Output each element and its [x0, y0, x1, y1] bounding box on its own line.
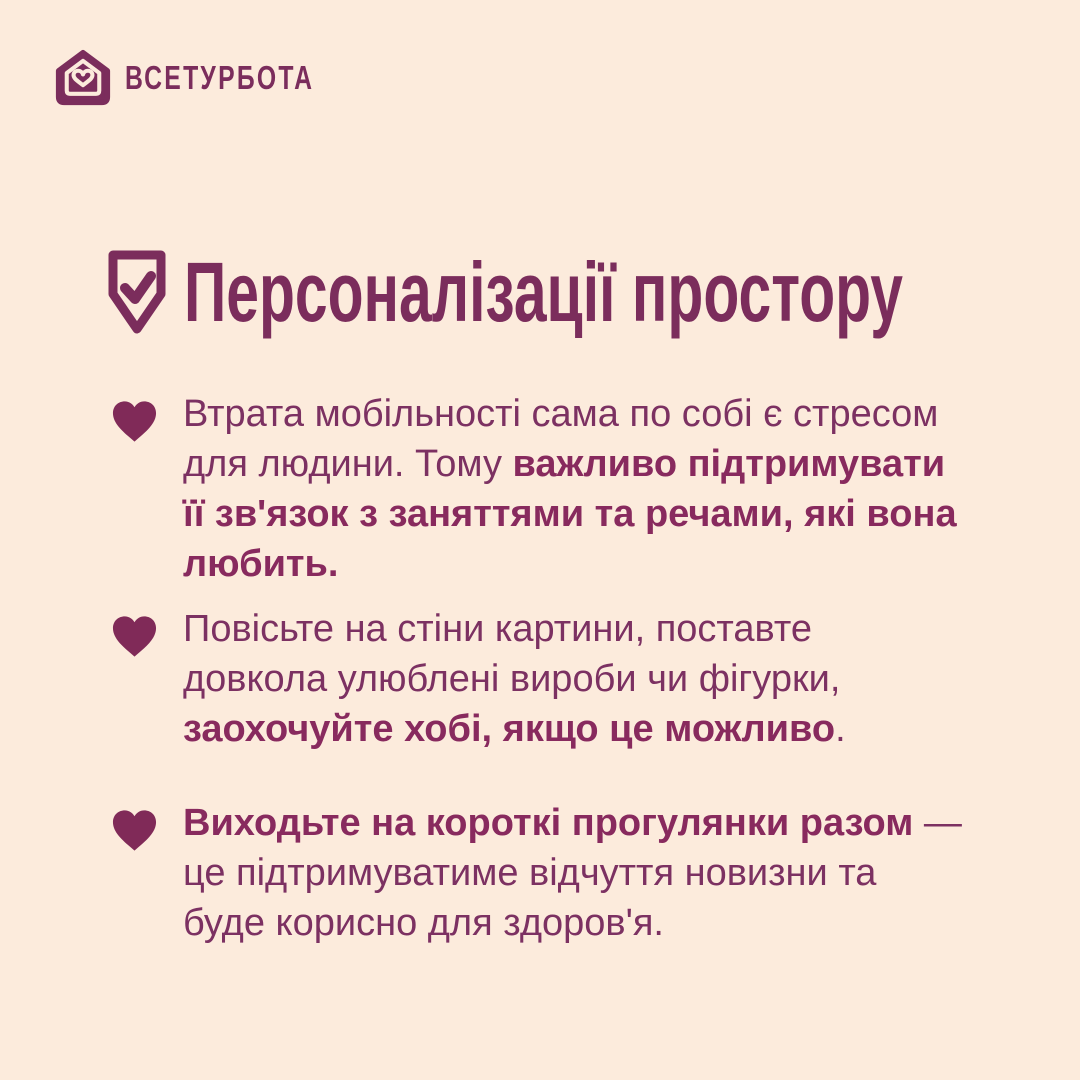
- text-segment: для людини. Тому: [183, 443, 513, 485]
- text-segment: Виходьте на короткі прогулянки разом: [183, 802, 914, 844]
- text-line: [183, 604, 846, 654]
- text-line: [183, 898, 962, 948]
- page-title: Персоналізації простору: [184, 245, 903, 339]
- text-segment: .: [835, 708, 846, 750]
- list-item-text: [183, 798, 962, 948]
- heart-icon: [111, 808, 158, 852]
- text-segment: її зв'язок з заняттями та речами, які вона: [183, 493, 957, 535]
- text-line: [183, 539, 957, 589]
- text-segment: —: [913, 802, 962, 844]
- text-segment: важливо підтримувати: [512, 443, 946, 485]
- list-item: [111, 389, 957, 589]
- brand-name: ВСЕТУРБОТА: [125, 59, 315, 96]
- heart-icon: [111, 614, 158, 658]
- text-line: [183, 654, 846, 704]
- list-item: [111, 604, 846, 754]
- list-item: [111, 798, 962, 948]
- list-item-text: [183, 604, 846, 754]
- text-segment: буде корисно для здоров'я.: [183, 902, 664, 944]
- text-segment: любить.: [183, 543, 339, 585]
- list-item-text: [183, 389, 957, 589]
- text-segment: це підтримуватиме відчуття новизни та: [183, 852, 877, 894]
- text-line: [183, 389, 957, 439]
- text-segment: довкола улюблені вироби чи фігурки,: [183, 658, 841, 700]
- text-line: [183, 704, 846, 754]
- text-segment: Втрата мобільності сама по собі є стресом: [183, 393, 939, 435]
- text-segment: заохочуйте хобі, якщо це можливо: [183, 708, 836, 750]
- text-segment: Повісьте на стіни картини, поставте: [183, 608, 813, 650]
- text-line: [183, 439, 957, 489]
- heart-icon: [111, 399, 158, 443]
- text-line: [183, 489, 957, 539]
- text-line: [183, 798, 962, 848]
- text-line: [183, 848, 962, 898]
